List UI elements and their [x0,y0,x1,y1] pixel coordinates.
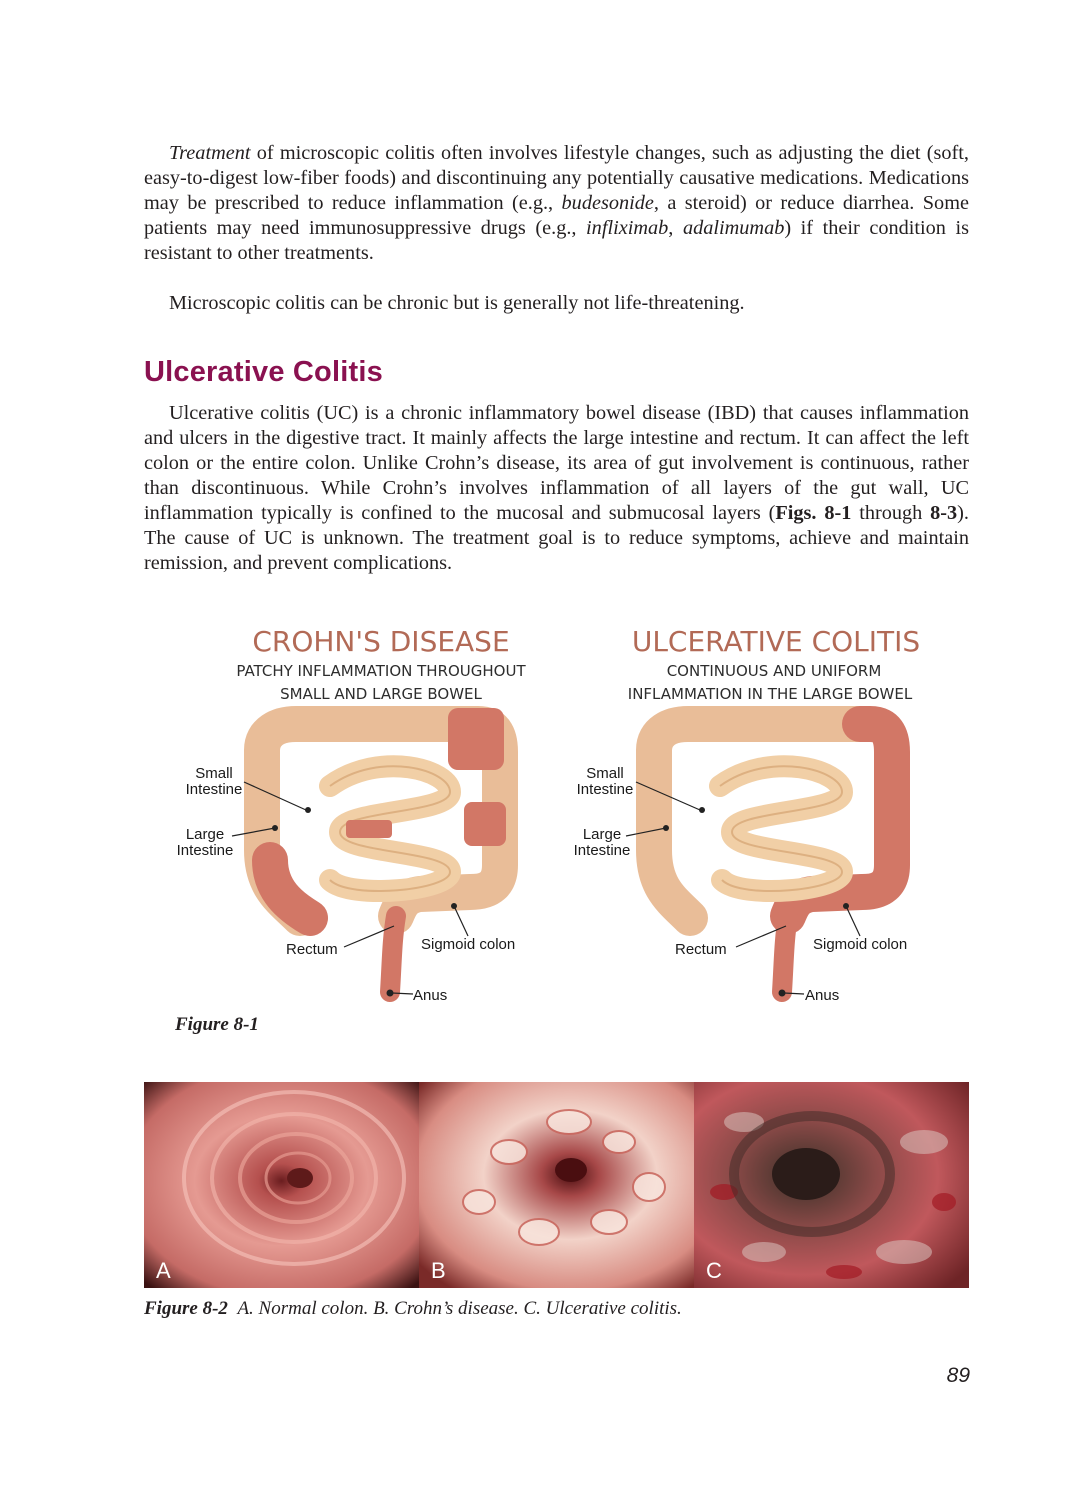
prognosis-paragraph: Microscopic colitis can be chronic but is generally not life-threatening. [169,292,745,314]
uc-title: ULCERATIVE COLITIS [631,625,921,658]
text-run: through [851,502,931,524]
figure-caption-text: A. Normal colon. B. Crohn’s disease. C. Ulcerative colitis. [237,1298,682,1319]
figure-ref[interactable]: Figs. 8-1 [775,502,852,524]
crohns-label-large-intestine: Intestine [176,842,234,859]
crohns-colon-image [419,1082,694,1288]
photo-crohns-colon [419,1082,694,1288]
crohns-label-intestine: Intestine [185,781,243,798]
normal-colon-image [144,1082,419,1288]
photo-letter-c: C [706,1258,722,1283]
crohns-label-sigmoid: Sigmoid colon [421,936,516,953]
uc-label-sigmoid: Sigmoid colon [813,936,908,953]
figure-8-1-caption [175,1014,259,1036]
section-heading: Ulcerative Colitis [144,356,383,388]
crohns-colon-illustration [232,708,506,997]
uc-paragraph [144,401,969,576]
text-run: , a steroid) or reduce diarrhea. Some patients may need immunosuppressive drugs (e.g., [144,192,969,239]
photo-uc-colon [694,1082,969,1288]
uc-label-large: Large [582,826,622,843]
uc-label-large-intestine: Intestine [573,842,631,859]
uc-label-rectum: Rectum [675,941,727,958]
text-run: Ulcerative colitis (UC) is a chronic inflammatory bowel disease (IBD) that causes inflammation and ulcers in the digestive tract. It mainly affects the large intestine and rectum. It can affect the left colon or the entire colon. Unlike Crohn’s disease, its area of gut involvement is continuous, rather than discontinuous. While Crohn’s involves inflammation of all layers of the gut wall, UC inflammation typically is confined to the mucosal and submucosal layers ( [144,402,969,524]
text-run: ) if their condition is resistant to other treatments. [144,217,970,264]
endoscopy-photo-strip [144,1082,969,1288]
uc-colon-image [694,1082,969,1288]
uc-colon-illustration [626,724,892,997]
crohns-label-rectum: Rectum [286,941,338,958]
crohns-vs-uc-diagram [0,600,1088,1020]
crohns-subtitle-1: PATCHY INFLAMMATION THROUGHOUT [236,662,526,680]
uc-label-small: Small [586,765,624,782]
treatment-paragraph [144,141,969,266]
crohns-title: CROHN'S DISEASE [252,625,510,658]
photo-letter-a: A [156,1258,171,1283]
photo-normal-colon [144,1082,419,1288]
photo-letter-b: B [431,1258,446,1283]
page-number: 89 [946,1364,970,1387]
figure-ref[interactable]: 8-3 [930,502,958,524]
crohns-label-anus: Anus [413,987,448,1004]
crohns-subtitle-2: SMALL AND LARGE BOWEL [280,685,482,703]
figure-label: Figure 8-2 [144,1298,228,1319]
crohns-label-small: Small [195,765,233,782]
text-run: , [668,217,683,239]
crohns-label-large: Large [185,826,225,843]
figure-8-2-caption [144,1298,682,1320]
uc-label-intestine: Intestine [576,781,634,798]
text-run: of microscopic colitis often involves lifestyle changes, such as adjusting the diet (soft, easy-to-digest low-fiber foods) and discontinuing any potentially causative medications. Medications may be prescribed to reduce inflammation (e.g., [144,142,969,214]
text-run: ). The cause of UC is unknown. The treatment goal is to reduce symptoms, achieve and maintain remission, and prevent complications. [144,502,969,574]
treatment-lead: Treatment [169,142,251,164]
uc-subtitle-1: CONTINUOUS AND UNIFORM [666,662,882,680]
figure-label: Figure 8-1 [175,1014,259,1035]
drug-name: budesonide [561,192,654,214]
drug-name: adalimumab [682,217,785,239]
uc-label-anus: Anus [805,987,840,1004]
uc-subtitle-2: INFLAMMATION IN THE LARGE BOWEL [627,685,913,703]
drug-name: infliximab [586,217,669,239]
